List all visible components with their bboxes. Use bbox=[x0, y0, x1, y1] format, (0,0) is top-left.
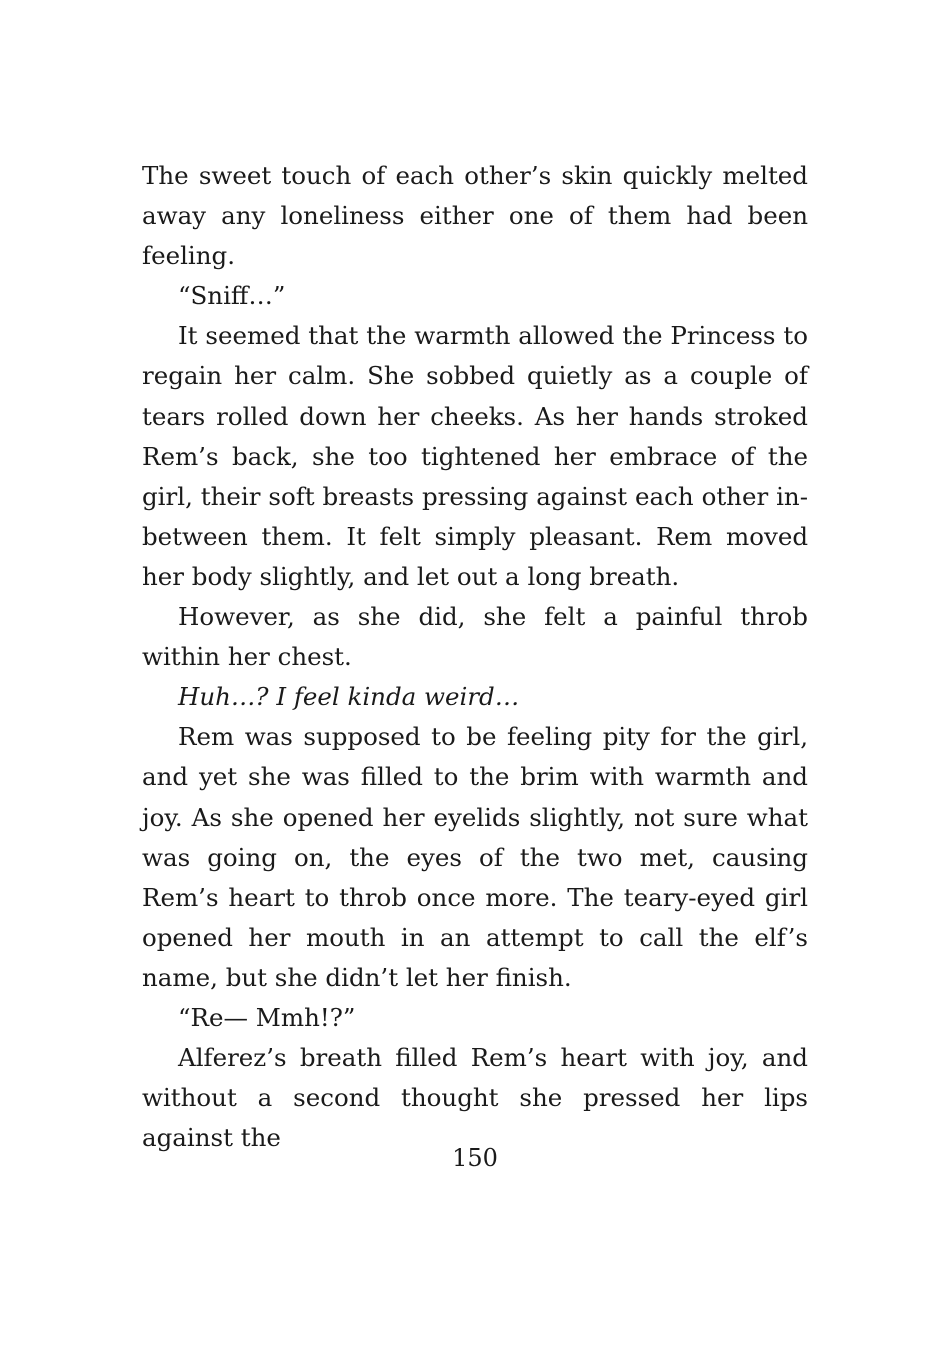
paragraph-2: “Sniff…” bbox=[178, 281, 286, 311]
paragraph-4: However, as she did, she felt a painful throb within her chest. bbox=[142, 602, 808, 672]
paragraph-7: “Re— Mmh!?” bbox=[178, 1002, 356, 1032]
paragraph-3: It seemed that the warmth allowed the Princess to regain her calm. She sobbed quietly as a couple of tears rolled down her cheeks. As her hands stroked Rem’s back, she too tightened her embrace of the girl, their soft breasts pressing against each other in-between them. It felt simply pleasant. Rem moved her body slightly, and let out a long breath. bbox=[142, 321, 808, 591]
paragraph-8: Alferez’s breath filled Rem’s heart with joy, and without a second thought she pressed her lips against the bbox=[142, 1043, 808, 1153]
paragraph-5-thought: Huh…? I feel kinda weird… bbox=[178, 682, 520, 712]
paragraph-1: The sweet touch of each other’s skin quickly melted away any loneliness either one of them had been feeling. bbox=[142, 161, 808, 271]
page-number: 150 bbox=[452, 1144, 498, 1172]
body-text bbox=[142, 156, 808, 1158]
paragraph-6: Rem was supposed to be feeling pity for the girl, and yet she was filled to the brim with warmth and joy. As she opened her eyelids slightly, not sure what was going on, the eyes of the two met, causing Rem’s heart to throb once more. The teary-eyed girl opened her mouth in an attempt to call the elf’s name, but she didn’t let her finish. bbox=[142, 722, 808, 992]
